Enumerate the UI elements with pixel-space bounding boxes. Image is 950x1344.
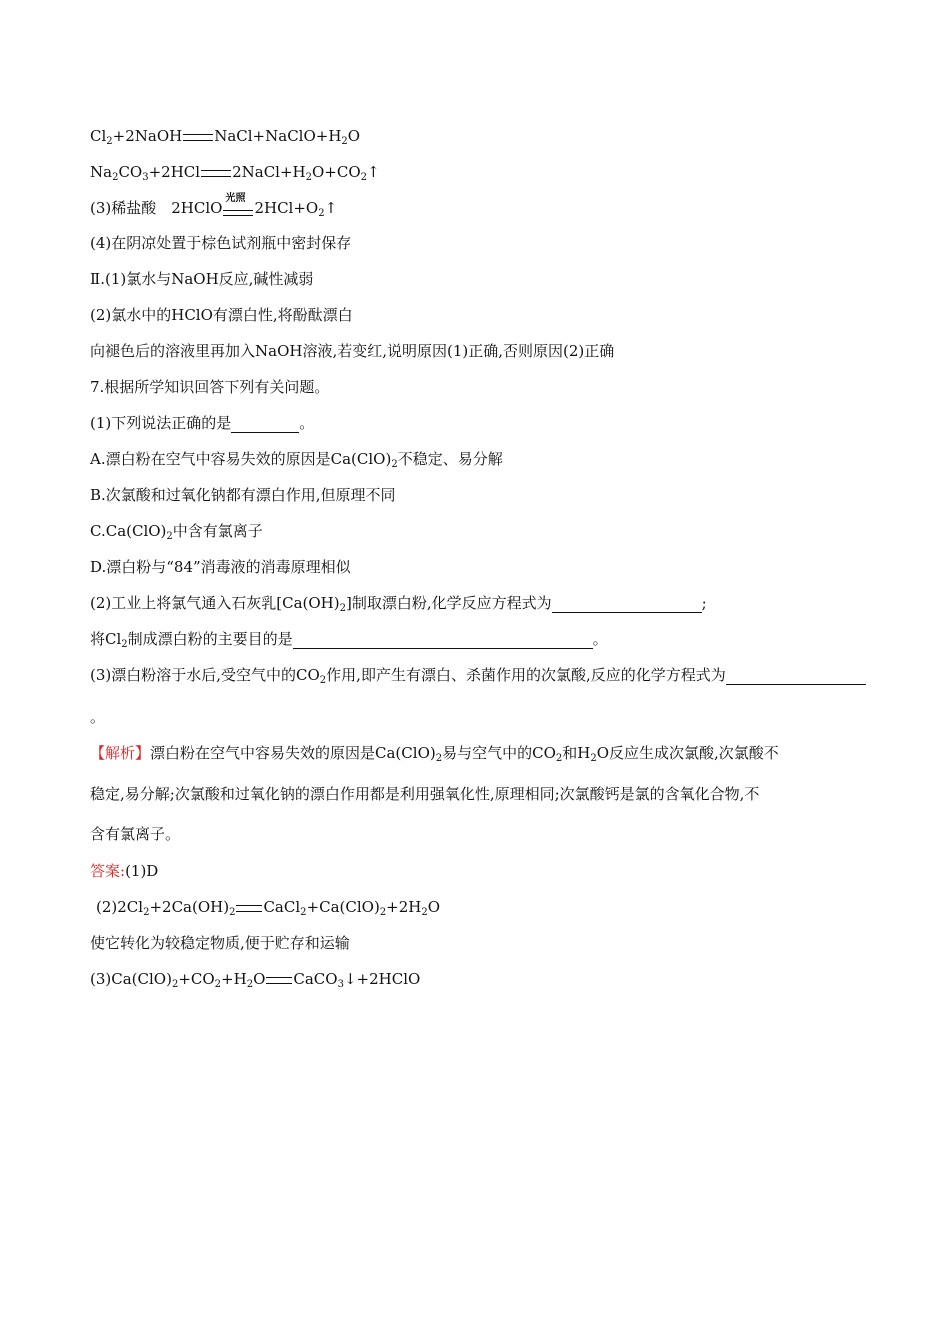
text: O	[427, 898, 441, 916]
subscript: 2	[421, 907, 428, 918]
answer-blank	[726, 669, 866, 685]
equation-line-2	[90, 162, 380, 182]
subscript: 2	[143, 907, 150, 918]
text: +H	[221, 970, 247, 988]
text: +2Ca(OH)	[149, 898, 230, 916]
question-part-1	[90, 413, 314, 433]
question-part-2-purpose	[90, 629, 608, 649]
equals-sign	[236, 905, 262, 912]
text: ↓+2HClO	[343, 970, 421, 988]
subscript: 2	[214, 979, 222, 990]
option-b: B.次氯酸和过氧化钠都有漂白作用,但原理不同	[90, 486, 396, 504]
analysis-line-1	[90, 743, 779, 763]
answer-equation-2	[96, 897, 440, 917]
answer-blank	[293, 633, 593, 649]
subscript: 2	[171, 979, 179, 990]
subscript: 2	[305, 172, 312, 183]
text: (3)Ca(ClO)	[90, 970, 172, 988]
analysis-label: 【解析】	[90, 744, 151, 762]
subscript: 2	[300, 907, 307, 918]
text: +2HCl	[148, 163, 201, 181]
text: (1)D	[125, 862, 159, 880]
option-c	[90, 521, 263, 541]
subscript: 2	[246, 979, 254, 990]
text: +2NaOH	[112, 127, 183, 145]
answer-purpose: 使它转化为较稳定物质,便于贮存和运输	[90, 934, 350, 952]
text: CaCO	[293, 970, 338, 988]
subscript: 2	[318, 208, 325, 219]
text: (2)工业上将氯气通入石灰乳[Ca(OH)	[90, 594, 340, 612]
text: (2)2Cl	[96, 898, 144, 916]
subscript: 2	[106, 136, 113, 147]
text: (1)下列说法正确的是	[90, 414, 232, 432]
text: O	[253, 970, 266, 988]
text: 2NaCl+H	[232, 163, 306, 181]
text: 易与空气中的CO	[442, 744, 556, 762]
answer-line-7: 向褪色后的溶液里再加入NaOH溶液,若变红,说明原因(1)正确,否则原因(2)正确	[90, 342, 615, 360]
equals-sign	[183, 134, 213, 141]
answer-line-6: (2)氯水中的HClO有漂白性,将酚酞漂白	[90, 306, 353, 324]
text: Cl	[90, 127, 107, 145]
subscript: 2	[360, 172, 368, 183]
question-title: 7.根据所学知识回答下列有关问题。	[90, 378, 330, 396]
answer-line-3	[90, 193, 338, 219]
text: CO	[118, 163, 143, 181]
subscript: 3	[337, 979, 344, 990]
answer-equation-3	[90, 969, 420, 989]
subscript: 2	[590, 753, 597, 764]
answer-blank	[231, 417, 299, 433]
subscript: 2	[435, 753, 443, 764]
subscript: 2	[112, 172, 119, 183]
analysis-line-3: 含有氯离子。	[90, 825, 181, 843]
question-part-2	[90, 593, 707, 613]
text: 不稳定、易分解	[397, 450, 503, 468]
equals-sign	[201, 170, 231, 177]
text: CaCl	[263, 898, 301, 916]
equation-line-1	[90, 126, 360, 146]
text: 漂白粉在空气中容易失效的原因是Ca(ClO)	[150, 744, 436, 762]
text: 制成漂白粉的主要目的是	[127, 630, 293, 648]
text: 中含有氯离子	[172, 522, 263, 540]
subscript: 2	[166, 531, 173, 542]
text: +CO	[178, 970, 215, 988]
text: 。	[299, 414, 315, 432]
subscript: 2	[555, 753, 563, 764]
subscript: 2	[121, 639, 128, 650]
subscript: 2	[229, 907, 236, 918]
condition-equals-sign	[223, 193, 253, 216]
subscript: 2	[379, 907, 387, 918]
equals-sign	[266, 977, 292, 984]
subscript: 3	[142, 172, 149, 183]
text: 和H	[562, 744, 591, 762]
text: C.Ca(ClO)	[90, 522, 167, 540]
subscript: 2	[339, 603, 346, 614]
text: 将Cl	[90, 630, 122, 648]
reaction-condition: 光照	[225, 193, 246, 204]
answer-header	[90, 861, 158, 881]
text: (3)漂白粉溶于水后,受空气中的CO	[90, 666, 320, 684]
question-part-3-end: 。	[90, 708, 106, 726]
text: +Ca(ClO)	[306, 898, 380, 916]
subscript: 2	[341, 136, 348, 147]
text: A.漂白粉在空气中容易失效的原因是Ca(ClO)	[90, 450, 392, 468]
text: 。	[592, 630, 608, 648]
text: O+CO	[312, 163, 361, 181]
text: ]制取漂白粉,化学反应方程式为	[345, 594, 552, 612]
text: (3)稀盐酸 2HClO	[90, 199, 223, 217]
option-d: D.漂白粉与“84”消毒液的消毒原理相似	[90, 558, 351, 576]
option-a	[90, 449, 503, 469]
text: 作用,即产生有漂白、杀菌作用的次氯酸,反应的化学方程式为	[326, 666, 726, 684]
text: NaCl+NaClO+H	[214, 127, 342, 145]
answer-line-4: (4)在阴凉处置于棕色试剂瓶中密封保存	[90, 234, 352, 252]
text: O反应生成次氯酸,次氯酸不	[596, 744, 779, 762]
up-arrow-symbol: ↑	[367, 163, 380, 181]
text: 2HCl+O	[254, 199, 319, 217]
text: +2H	[386, 898, 422, 916]
answer-line-5: Ⅱ.(1)氯水与NaOH反应,碱性减弱	[90, 270, 314, 288]
text: ;	[701, 594, 707, 612]
answer-blank	[552, 597, 702, 613]
answer-label: 答案:	[90, 862, 126, 880]
question-part-3	[90, 665, 866, 685]
subscript: 2	[319, 675, 327, 686]
up-arrow-symbol: ↑	[324, 199, 338, 217]
subscript: 2	[391, 459, 398, 470]
text: Na	[90, 163, 113, 181]
analysis-line-2: 稳定,易分解;次氯酸和过氧化钠的漂白作用都是利用强氧化性,原理相同;次氯酸钙是氯的含氧化合物,不	[90, 785, 760, 803]
text: O	[347, 127, 361, 145]
